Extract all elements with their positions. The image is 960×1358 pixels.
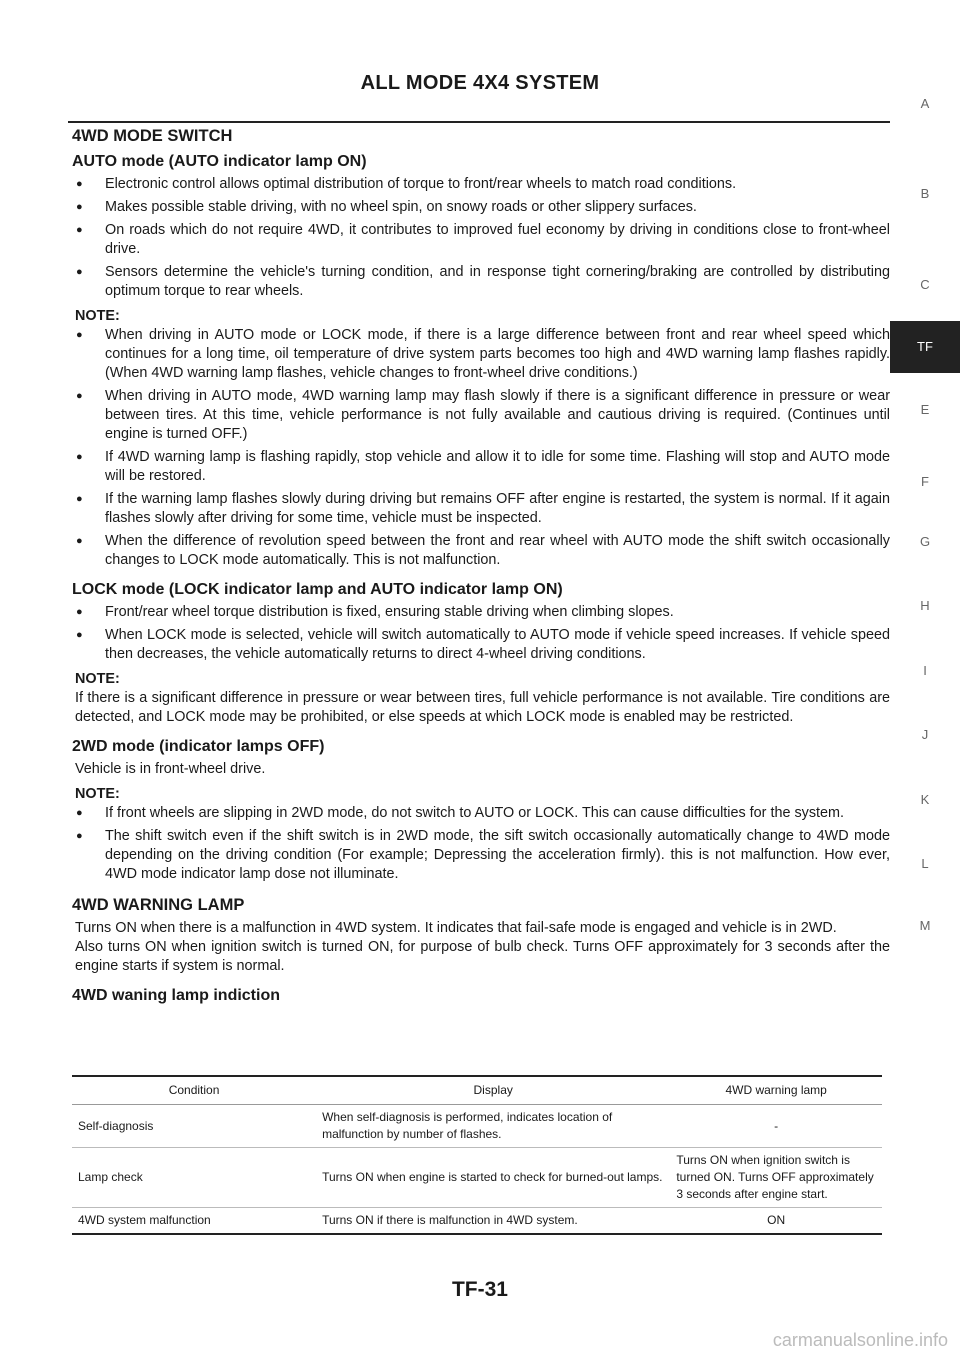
warning-lamp-heading: 4WD WARNING LAMP (72, 896, 245, 914)
column-header-display: Display (316, 1076, 670, 1105)
twowd-mode-notes (72, 804, 890, 884)
list-item: ● Sensors determine the vehicle's turning condition, and in response tight cornering/braking are controlled by distributing optimum torque to rear wheels. (72, 263, 890, 301)
list-item: ● Makes possible stable driving, with no wheel spin, on snowy roads or other slippery surfaces. (72, 198, 890, 217)
page-number: TF-31 (451, 1278, 508, 1301)
twowd-mode-heading: 2WD mode (indicator lamps OFF) (72, 738, 325, 755)
column-header-warning-lamp: 4WD warning lamp (670, 1076, 882, 1105)
lock-mode-note-text: If there is a significant difference in pressure or wear between tires, full vehicle performance is not available. Tire conditions are detected, and LOCK mode may be prohibited, or else speeds at which LOCK mode is enabled may be restricted. (75, 690, 890, 725)
twowd-mode-text: Vehicle is in front-wheel drive. (75, 761, 266, 777)
lock-mode-heading: LOCK mode (LOCK indicator lamp and AUTO indicator lamp ON) (72, 581, 563, 598)
list-item: ● When driving in AUTO mode, 4WD warning lamp may flash slowly if there is a significant difference in pressure or wear between tires. At this time, vehicle performance is not fully available and cautious driving is required. (Continues until engine is turned OFF.) (72, 387, 890, 444)
list-item: ● When LOCK mode is selected, vehicle will switch automatically to AUTO mode if vehicle speed increases. If vehicle speed then decreases, the vehicle automatically returns to direct 4-wheel driving conditions. (72, 626, 890, 664)
table-cell: - (670, 1105, 882, 1148)
warning-lamp-paragraph-2: Also turns ON when ignition switch is turned ON, for purpose of bulb check. Turns OFF approximately for 3 seconds after the engine starts if system is normal. (75, 939, 890, 974)
lamp-indiction-heading: 4WD waning lamp indiction (72, 987, 280, 1004)
table-cell: Turns ON when engine is started to check for burned-out lamps. (316, 1148, 670, 1208)
section-index-e[interactable]: E (920, 402, 930, 417)
list-item: ● Front/rear wheel torque distribution is fixed, ensuring stable driving when climbing slopes. (72, 603, 890, 622)
list-item: ● On roads which do not require 4WD, it contributes to improved fuel economy by driving in conditions close to front-wheel drive. (72, 221, 890, 259)
section-index-tf-active[interactable]: TF (890, 321, 960, 373)
section-index-a[interactable]: A (920, 96, 930, 111)
table-cell: When self-diagnosis is performed, indicates location of malfunction by number of flashes. (316, 1105, 670, 1148)
section-index-g[interactable]: G (919, 534, 931, 549)
table-cell: ON (670, 1208, 882, 1235)
auto-mode-list (72, 175, 890, 301)
section-index-k[interactable]: K (920, 792, 930, 807)
section-index-h[interactable]: H (920, 598, 930, 613)
page-content (72, 125, 890, 1009)
list-item: ● If 4WD warning lamp is flashing rapidly, stop vehicle and allow it to idle for some time. Flashing will stop and AUTO mode will be restored. (72, 448, 890, 486)
note-label: NOTE: (75, 308, 120, 324)
list-item: ● Electronic control allows optimal distribution of torque to front/rear wheels to match road conditions. (72, 175, 890, 194)
lock-mode-list (72, 603, 890, 664)
mode-switch-heading: 4WD MODE SWITCH (72, 127, 233, 145)
table-row (72, 1148, 882, 1208)
warning-lamp-paragraph-1: Turns ON when there is a malfunction in 4WD system. It indicates that fail-safe mode is engaged and vehicle is in 2WD. (75, 920, 837, 936)
section-index-b[interactable]: B (920, 186, 930, 201)
section-index-c[interactable]: C (920, 277, 930, 292)
note-label: NOTE: (75, 786, 120, 802)
table-row (72, 1208, 882, 1235)
note-label: NOTE: (75, 671, 120, 687)
table-cell: Self-diagnosis (72, 1105, 316, 1148)
section-index-nav (890, 0, 960, 1358)
list-item: ● When the difference of revolution speed between the front and rear wheel with AUTO mode the shift switch occasionally changes to LOCK mode automatically. This is not malfunction. (72, 532, 890, 570)
list-item: ● The shift switch even if the shift switch is in 2WD mode, the sift switch occasionally automatically change to 4WD mode depending on the driving condition (For example; Depressing the acceleration firmly). this is not malfunction. How ever, 4WD mode indicator lamp dose not illuminate. (72, 827, 890, 884)
table-header-row (72, 1076, 882, 1105)
section-index-j[interactable]: J (921, 727, 929, 742)
table-cell: 4WD system malfunction (72, 1208, 316, 1235)
table-cell: Turns ON when ignition switch is turned ON. Turns OFF approximately 3 seconds after engine start. (670, 1148, 882, 1208)
section-index-l[interactable]: L (921, 856, 929, 871)
section-index-f[interactable]: F (921, 474, 929, 489)
table-cell: Lamp check (72, 1148, 316, 1208)
auto-mode-notes (72, 326, 890, 570)
section-index-m[interactable]: M (919, 918, 931, 933)
list-item: ● When driving in AUTO mode or LOCK mode, if there is a large difference between front and rear wheel speed which continues for a long time, oil temperature of drive system parts becomes too high and 4WD warning lamp flashes rapidly. (When 4WD warning lamp flashes, vehicle changes to front-wheel drive conditions.) (72, 326, 890, 383)
watermark: carmanualsonline.info (772, 1330, 948, 1350)
page-header-title: ALL MODE 4X4 SYSTEM (360, 72, 600, 94)
list-item: ● If the warning lamp flashes slowly during driving but remains OFF after engine is restarted, the system is normal. If it again flashes slowly after driving for some time, vehicle must be inspected. (72, 490, 890, 528)
auto-mode-heading: AUTO mode (AUTO indicator lamp ON) (72, 153, 367, 170)
list-item: ● If front wheels are slipping in 2WD mode, do not switch to AUTO or LOCK. This can cause difficulties for the system. (72, 804, 890, 823)
warning-lamp-table (72, 1075, 882, 1235)
header-rule (68, 121, 890, 123)
table-cell: Turns ON if there is malfunction in 4WD system. (316, 1208, 670, 1235)
column-header-condition: Condition (72, 1076, 316, 1105)
table-row (72, 1105, 882, 1148)
section-index-i[interactable]: I (923, 663, 927, 678)
